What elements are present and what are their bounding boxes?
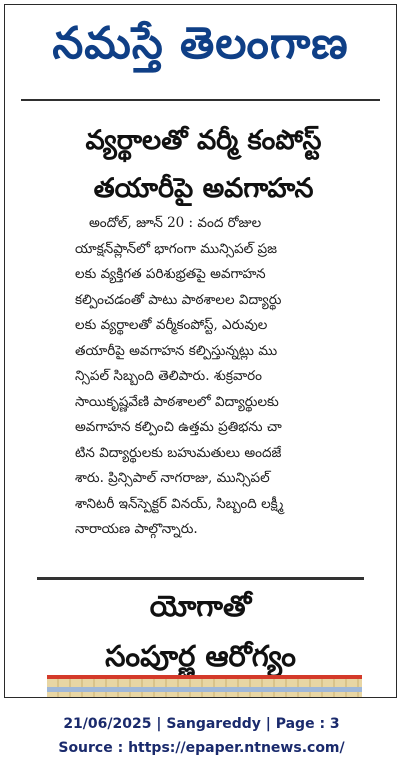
body-line: లకు వ్యర్థాలతో వర్మీకంపోస్ట్, ఎరువుల [75,317,268,333]
body-line: శారు. ప్రిన్సిపాల్ నాగరాజు, మున్సిపల్ [75,470,270,486]
body-line: టిన విద్యార్థులకు బహుమతులు అందజే [75,444,282,461]
subhead-line: సంపూర్ణ ఆరోగ్యం [105,639,296,673]
newspaper-clipping [4,4,397,698]
body-line: లకు వ్యక్తిగత పరిశుభ్రతపై అవగాహన [75,266,266,282]
photo-fragment [47,675,362,698]
body-line: సాయికృష్ణవేణి పాఠశాలలో విద్యార్థులకు [75,393,279,410]
body-line: తయారీపై అవగాహన కల్పిస్తున్నట్లు ము [75,342,278,359]
headline-line: వ్యర్థాలతో వర్మీ కంపోస్ట్ [85,125,322,156]
article-headline [25,117,382,213]
headline-top-rule [21,99,380,101]
subhead-line: యోగాతో [149,589,252,623]
body-line: శానిటరీ ఇన్‌స్పెక్టర్ వినయ్, సిబ్బంది లక్ష్మీ [75,495,284,512]
section-divider [37,577,364,580]
body-line: అందోల్, జూన్ 20 : వంద రోజుల [89,215,262,231]
body-line: కల్పించడంతో పాటు పాఠశాలల విద్యార్థు [75,291,282,308]
body-line: యాక్షన్‌ప్లాన్‌లో భాగంగా మున్సిపల్ ప్రజ [75,240,277,257]
next-article-headline [25,581,376,681]
footer-source: Source : https://epaper.ntnews.com/ [58,740,345,756]
headline-line: తయారీపై అవగాహన [93,173,314,204]
article-body [75,211,376,543]
footer-date-edition: 21/06/2025 | Sangareddy | Page : 3 [63,716,340,732]
masthead-title: నమస్తే తెలంగాణ [52,18,349,69]
body-line: న్సిపల్ సిబ్బంది తెలిపారు. శుక్రవారం [75,368,262,384]
body-line: నారాయణ పాల్గొన్నారు. [75,521,198,537]
body-line: అవగాహన కల్పించి ఉత్తమ ప్రతిభను చా [75,419,282,435]
